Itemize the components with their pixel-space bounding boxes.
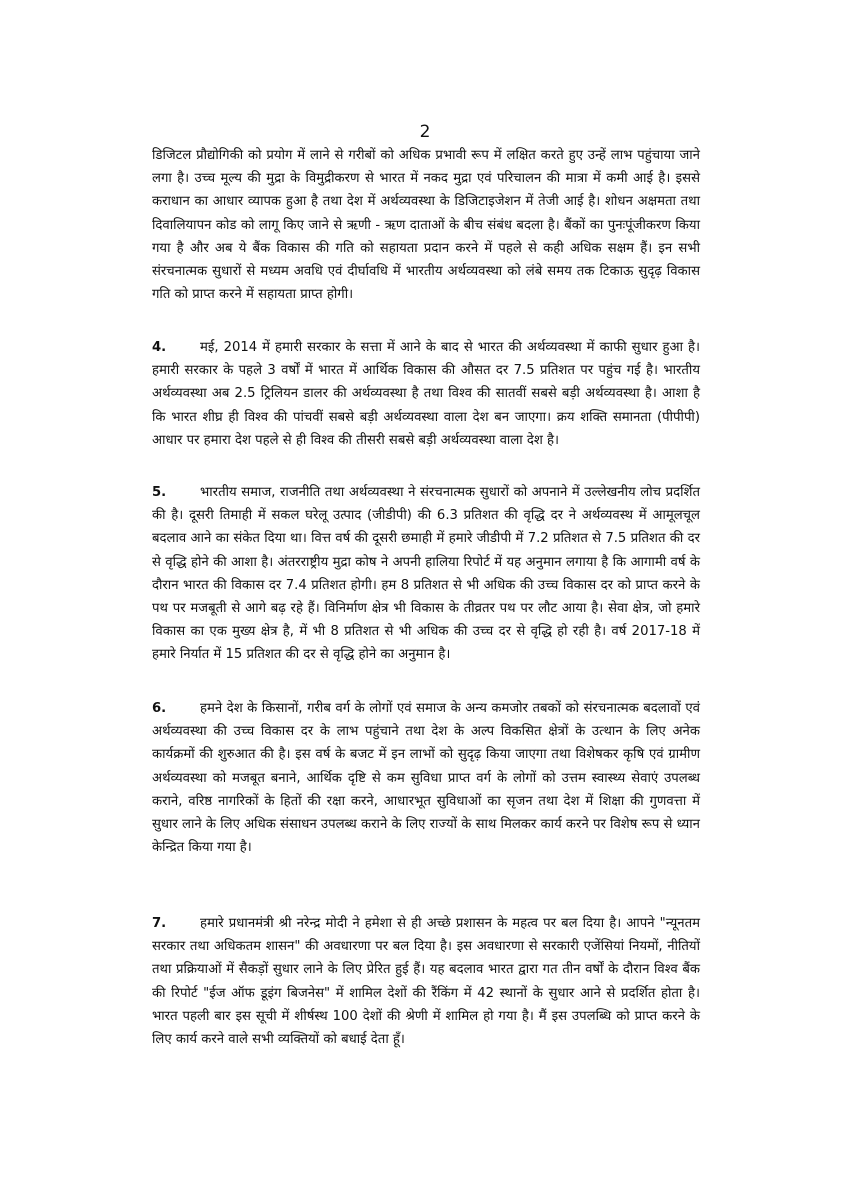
paragraph-number: 7.	[152, 916, 167, 931]
paragraph-number: 6.	[152, 701, 167, 716]
paragraph-5	[152, 481, 700, 667]
paragraph-4	[152, 336, 700, 452]
paragraph-text: मई, 2014 में हमारी सरकार के सत्ता में आने के बाद से भारत की अर्थव्यवस्था में काफी सुधार हुआ है। हमारी सरकार के पहले 3 वर्षों में भारत में आर्थिक विकास की औसत दर 7.5 प्रतिशत पर पहुंच गई है। भारतीय अर्थव्यवस्था अब 2.5 ट्रिलियन डालर की अर्थव्यवस्था है तथा विश्व की सातवीं सबसे बड़ी अर्थव्यवस्था है। आशा है कि भारत शीघ्र ही विश्व की पांचवीं सबसे बड़ी अर्थव्यवस्था वाला देश बन जाएगा। क्रय शक्ति समानता (पीपीपी) आधार पर हमारा देश पहले से ही विश्व की तीसरी सबसे बड़ी अर्थव्यवस्था वाला देश है।	[152, 340, 700, 448]
paragraph-number: 5.	[152, 485, 167, 500]
paragraph-6	[152, 697, 700, 859]
paragraph-text: डिजिटल प्रौद्योगिकी को प्रयोग में लाने से गरीबों को अधिक प्रभावी रूप में लक्षित करते हुए उन्हें लाभ पहुंचाया जाने लगा है। उच्च मूल्य की मुद्रा के विमुद्रीकरण से भारत में नकद मुद्रा एवं परिचालन की मात्रा में कमी आई है। इससे कराधान का आधार व्यापक हुआ है तथा देश में अर्थव्यवस्था के डिजिटाइजेशन में तेजी आई है। शोधन अक्षमता तथा दिवालियापन कोड को लागू किए जाने से ऋणी - ऋण दाताओं के बीच संबंध बदला है। बैंकों का पुनःपूंजीकरण किया गया है और अब ये बैंक विकास की गति को सहायता प्रदान करने में पहले से कही अधिक सक्षम हैं। इन सभी संरचनात्मक सुधारों से मध्यम अवधि एवं दीर्घावधि में भारतीय अर्थव्यवस्था को लंबे समय तक टिकाऊ सुदृढ़ विकास गति को प्राप्त करने में सहायता प्राप्त होगी।	[152, 148, 700, 303]
paragraph-number: 4.	[152, 340, 167, 355]
paragraph-7	[152, 912, 700, 1051]
paragraph-text: हमारे प्रधानमंत्री श्री नरेन्द्र मोदी ने हमेशा से ही अच्छे प्रशासन के महत्व पर बल दिया है। आपने "न्यूनतम सरकार तथा अधिकतम शासन" की अवधारणा पर बल दिया है। इस अवधारणा से सरकारी एजेंसियां नियमों, नीतियों तथा प्रक्रियाओं में सैकड़ों सुधार लाने के लिए प्रेरित हुई हैं। यह बदलाव भारत द्वारा गत तीन वर्षों के दौरान विश्व बैंक की रिपोर्ट "ईज ऑफ डूइंग बिजनेस" में शामिल देशों की रैंकिंग में 42 स्थानों के सुधार आने से प्रदर्शित होता है। भारत पहली बार इस सूची में शीर्षस्थ 100 देशों की श्रेणी में शामिल हो गया है। मैं इस उपलब्धि को प्राप्त करने के लिए कार्य करने वाले सभी व्यक्तियों को बधाई देता हूँ।	[152, 916, 700, 1048]
paragraph-text: भारतीय समाज, राजनीति तथा अर्थव्यवस्था ने संरचनात्मक सुधारों को अपनाने में उल्लेखनीय लोच प्रदर्शित की है। दूसरी तिमाही में सकल घरेलू उत्पाद (जीडीपी) की 6.3 प्रतिशत की वृद्धि दर ने अर्थव्यवस्थ में आमूलचूल बदलाव आने का संकेत दिया था। वित्त वर्ष की दूसरी छमाही में हमारे जीडीपी में 7.2 प्रतिशत से 7.5 प्रतिशत की दर से वृद्धि होने की आशा है। अंतरराष्ट्रीय मुद्रा कोष ने अपनी हालिया रिपोर्ट में यह अनुमान लगाया है कि आगामी वर्ष के दौरान भारत की विकास दर 7.4 प्रतिशत होगी। हम 8 प्रतिशत से भी अधिक की उच्च विकास दर को प्राप्त करने के पथ पर मजबूती से आगे बढ़ रहे हैं। विनिर्माण क्षेत्र भी विकास के तीव्रतर पथ पर लौट आया है। सेवा क्षेत्र, जो हमारे विकास का एक मुख्य क्षेत्र है, में भी 8 प्रतिशत से भी अधिक की उच्च दर से वृद्धि हो रही है। वर्ष 2017-18 में हमारे निर्यात में 15 प्रतिशत की दर से वृद्धि होने का अनुमान है।	[152, 485, 700, 663]
page-number: 2	[419, 122, 431, 142]
paragraph-text: हमने देश के किसानों, गरीब वर्ग के लोगों एवं समाज के अन्य कमजोर तबकों को संरचनात्मक बदलावों एवं अर्थव्यवस्था की उच्च विकास दर के लाभ पहुंचाने तथा देश के अल्प विकसित क्षेत्रों के उत्थान के लिए अनेक कार्यक्रमों की शुरुआत की है। इस वर्ष के बजट में इन लाभों को सुदृढ़ किया जाएगा तथा विशेषकर कृषि एवं ग्रामीण अर्थव्यवस्था को मजबूत बनाने, आर्थिक दृष्टि से कम सुविधा प्राप्त वर्ग के लोगों को उत्तम स्वास्थ्य सेवाएं उपलब्ध कराने, वरिष्ठ नागरिकों के हितों की रक्षा करने, आधारभूत सुविधाओं का सृजन तथा देश में शिक्षा की गुणवत्ता में सुधार लाने के लिए अधिक संसाधन उपलब्ध कराने के लिए राज्यों के साथ मिलकर कार्य करने पर विशेष रूप से ध्यान केन्द्रित किया गया है।	[152, 701, 700, 856]
paragraph-continued	[152, 144, 700, 306]
